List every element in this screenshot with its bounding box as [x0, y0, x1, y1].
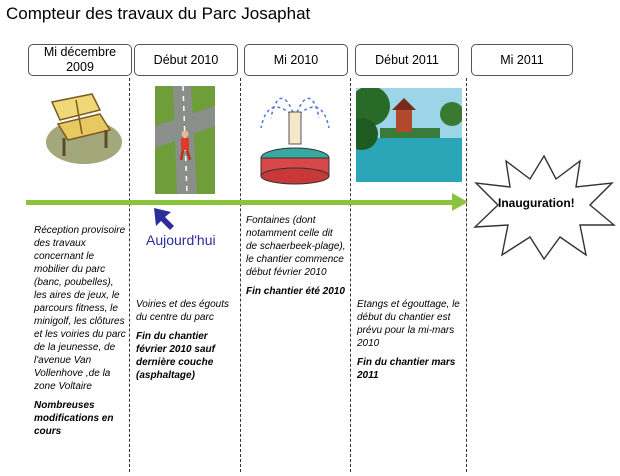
description-text: Etangs et égouttage, le début du chantier est prévu pour la mi-mars 2010: [357, 299, 460, 349]
description-phase-3: [246, 214, 346, 298]
page-title: Compteur des travaux du Parc Josaphat: [6, 4, 311, 23]
phase-separator: [466, 78, 467, 472]
phase-box-3: Mi 2010: [244, 44, 348, 76]
description-status: Fin chantier été 2010: [246, 286, 345, 297]
phase-separator: [350, 78, 351, 472]
phase-separator: [129, 78, 130, 472]
description-phase-1: [34, 224, 126, 438]
phase-box-2: Début 2010: [134, 44, 238, 76]
phase-box-5: Mi 2011: [471, 44, 573, 76]
phase-box-1: Mi décembre 2009: [28, 44, 132, 76]
fountain-icon: [255, 88, 335, 193]
description-status: Fin du chantier février 2010 sauf dernière couche (asphaltage): [136, 331, 215, 381]
pond-icon: [356, 88, 462, 187]
road-icon: [155, 86, 215, 199]
bench-icon: [36, 90, 126, 173]
description-text: Réception provisoire des travaux concernant le mobilier du parc (banc, poubelles), les aires de jeux, le parcours fitness, le minigolf, les clôtures et les voiries du parc de la jeunesse, de l'avenue Van Vollenhove ,de la zone Voltaire: [34, 225, 126, 392]
description-phase-2: [136, 298, 236, 382]
description-status: Nombreuses modifications en cours: [34, 400, 114, 437]
phase-box-4: Début 2011: [355, 44, 459, 76]
description-text: Voiries et des égouts du centre du parc: [136, 299, 230, 323]
inauguration-label: Inauguration!: [498, 196, 575, 210]
description-status: Fin du chantier mars 2011: [357, 357, 456, 381]
description-text: Fontaines (dont notamment celle dit de schaerbeek-plage), le chantier commence début février 2010: [246, 215, 346, 278]
phase-separator: [240, 78, 241, 472]
timeline-arrowhead-icon: [452, 193, 468, 211]
timeline-bar: [26, 200, 456, 205]
today-label: Aujourd'hui: [146, 232, 216, 248]
description-phase-4: [357, 298, 465, 382]
